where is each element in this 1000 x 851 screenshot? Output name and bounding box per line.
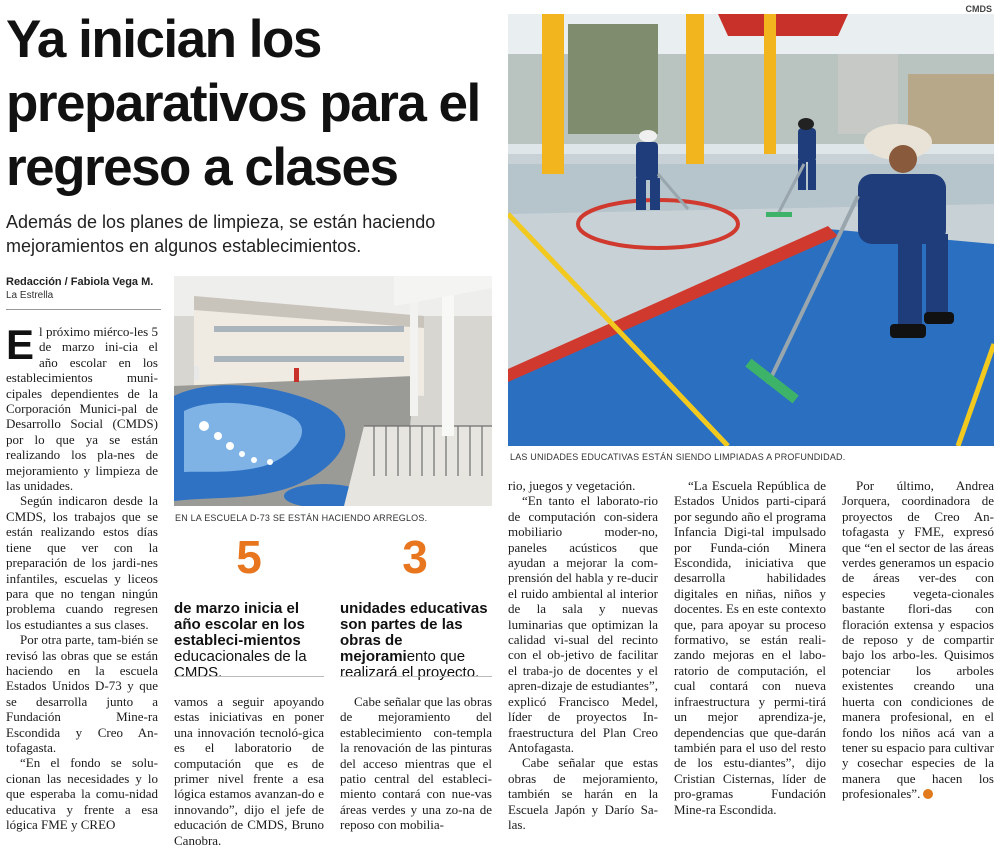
end-mark-icon	[923, 789, 933, 799]
article-column-2	[174, 694, 324, 848]
article-column-3	[340, 694, 492, 833]
stat-text-3-bold: unidades educativas son partes de las obras de mejorami	[340, 600, 488, 665]
stat-text-5-rest: educacionales de la CMDS.	[174, 648, 307, 681]
article-paragraph: Cabe señalar que estas obras de mejoramiento, también se harán en la Escuela Japón y Darío Sa-las.	[508, 755, 658, 832]
article-paragraph: “En tanto el laborato-rio de computación con-sidera mobiliario moder-no, paneles acústicos que ayudan a mejorar la com-prensión del habla y re-ducir el ruido ambiental al interior de la sala y nuevas luminarias que optimizan la calidad vi-sual del recinto con el ob-jetivo de facilitar el traba-jo de docentes y el apren-dizaje de estudiantes”, explicó Francisco Medel, líder de proyectos In-fraestructura del Plan Creo Antofagasta.	[508, 493, 658, 755]
stat-number-5: 5	[236, 531, 262, 583]
stat-text-5-bold: de marzo inicia el año escolar en los estableci-mientos	[174, 600, 305, 649]
article-paragraph: “La Escuela República de Estados Unidos parti-cipará por segundo año el programa Infancia Digi-tal impulsado por Funda-ción Minera Escondida, iniciativa que desarrolla habilidades digitales en niñas, niños y docentes. Es en este contexto que, para apoyar su proceso formativo, se están reali-zando mejoras en el labo-ratorio de computación, el cual contará con nueva infraestructura y permi-tirá un mejor aprendiza-je, dependencias que que-darán también para el uso del resto de los estu-diantes”, dijo Cristian Cisternas, líder de pro-gramas Fundación Mine-ra Escondida.	[674, 478, 826, 817]
article-paragraph: rio, juegos y vegetación.	[508, 478, 636, 493]
section-tag: CMDS	[965, 4, 992, 14]
main-photo-illustration	[508, 14, 994, 446]
main-photo-caption: LAS UNIDADES EDUCATIVAS ESTÁN SIENDO LIMPIADAS A PROFUNDIDAD.	[510, 452, 846, 462]
stat-divider-right	[340, 676, 492, 677]
byline	[6, 276, 161, 310]
school-photo-illustration	[174, 276, 492, 506]
article-paragraph: Por último, Andrea Jorquera, coordinadora de proyectos de Creo An-tofagasta y FME, expresó que “en el sector de las áreas verdes generamos un espacio de áreas ver-des con especies vegeta-cionales bastante flori-das con floración extensa y espacios de reposo y de compartir bajo los arbo-les. Quisimos potenciar los arboles existentes creando una huerta con condiciones de manera profesional, en el fondo los niños acá van a tener su espacio para cultivar y cosechar especies de la manera que hacen los profesionales”.	[842, 478, 994, 802]
headline: Ya inician los preparativos para el regreso a clases	[6, 10, 480, 197]
main-photo	[508, 14, 994, 446]
article-paragraph: Según indicaron desde la CMDS, los trabajos que se están realizando estos días tiene que ver con la preparación de los jardi-nes infantiles, escuelas y liceos para que no tengan ningún problema cuando regresen los estudiantes a sus clases.	[6, 493, 158, 632]
byline-author: Redacción / Fabiola Vega M.	[6, 276, 154, 288]
school-photo-caption: EN LA ESCUELA D-73 SE ESTÁN HACIENDO ARREGLOS.	[175, 513, 428, 523]
stat-number-3: 3	[402, 531, 428, 583]
dropcap: E	[6, 321, 35, 368]
article-column-6	[842, 478, 994, 802]
stat-text-3-rest: ento que realizará el proyecto.	[340, 648, 480, 681]
stat-text-3	[340, 601, 492, 681]
school-photo	[174, 276, 492, 506]
article-paragraph: El próximo miérco-les 5 de marzo ini-cia el año escolar en los establecimientos muni-cipales dependientes de la Corporación Munici-pal de Desarrollo Social (CMDS) por lo que ya se están realizando los pla-nes de mejoramiento y limpieza de las unidades.	[6, 321, 158, 494]
article-paragraph: Cabe señalar que las obras de mejoramiento del establecimiento con-templa la renovación de las pinturas del acceso mientras que el patio central del estableci-miento contará con nue-vas áreas verdes y una zo-na de reposo con mobilia-	[340, 694, 492, 833]
article-paragraph: “En el fondo se solu-cionan las necesidades y lo que esperaba la comu-nidad educativa y frente a esa lógica FME y CREO	[6, 755, 158, 832]
subhead: Además de los planes de limpieza, se están haciendo mejoramientos en algunos establecimientos.	[6, 212, 436, 256]
article-paragraph: vamos a seguir apoyando estas iniciativas en poner una innovación tecnoló-gica es el laboratorio de computación que es de primer nivel frente a esa lógica estamos avanzan-do e innovando”, dijo el jefe de educación de CMDS, Bruno Canobra.	[174, 694, 324, 848]
stat-divider-left	[174, 676, 324, 677]
byline-divider	[6, 309, 161, 310]
article-column-4	[508, 478, 658, 832]
article-column-5	[674, 478, 826, 817]
stat-text-5	[174, 601, 324, 681]
byline-publication: La Estrella	[6, 290, 54, 301]
article-paragraph: Por otra parte, tam-bién se revisó las obras que se están haciendo en la escuela Estados Unidos D-73 y que se desarrolla junto a Fundación Mine-ra Escondida y Creo An-tofagasta.	[6, 632, 158, 755]
article-column-1	[6, 321, 158, 832]
